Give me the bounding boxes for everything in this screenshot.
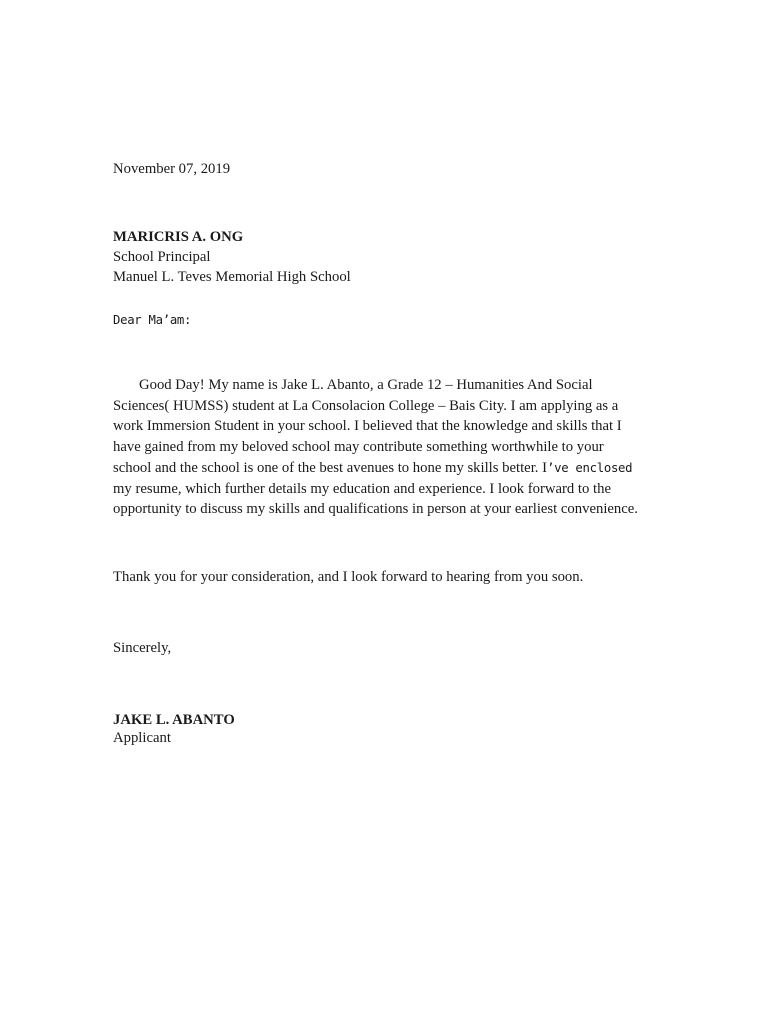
recipient-title: School Principal (113, 249, 211, 265)
body-line-text: school and the school is one of the best avenues to hone my skills better. I (113, 459, 548, 476)
thanks-line: Thank you for your consideration, and I look forward to hearing from you soon. (113, 569, 584, 585)
salutation: Dear Ma’am: (113, 313, 192, 327)
signer-name: JAKE L. ABANTO (113, 712, 235, 728)
body-line-mono-run: ’ve enclosed (547, 460, 633, 475)
body-line: work Immersion Student in your school. I believed that the knowledge and skills that I (113, 418, 622, 435)
body-line: my resume, which further details my education and experience. I look forward to the (113, 480, 611, 497)
recipient-name: MARICRIS A. ONG (113, 229, 244, 245)
body-line: have gained from my beloved school may contribute something worthwhile to your (113, 439, 604, 456)
recipient-school: Manuel L. Teves Memorial High School (113, 269, 351, 285)
signature-block (113, 710, 235, 746)
letter-date: November 07, 2019 (113, 161, 231, 177)
body-paragraph (113, 375, 653, 520)
body-line: opportunity to discuss my skills and qualifications in person at your earliest convenience. (113, 501, 638, 518)
body-line-with-mono (113, 458, 653, 479)
body-line: Good Day! My name is Jake L. Abanto, a Grade 12 – Humanities And Social (139, 377, 593, 393)
closing: Sincerely, (113, 640, 172, 656)
recipient-block (113, 227, 351, 287)
signer-role: Applicant (113, 730, 171, 746)
body-line: Sciences( HUMSS) student at La Consolacion College – Bais City. I am applying as a (113, 397, 619, 414)
